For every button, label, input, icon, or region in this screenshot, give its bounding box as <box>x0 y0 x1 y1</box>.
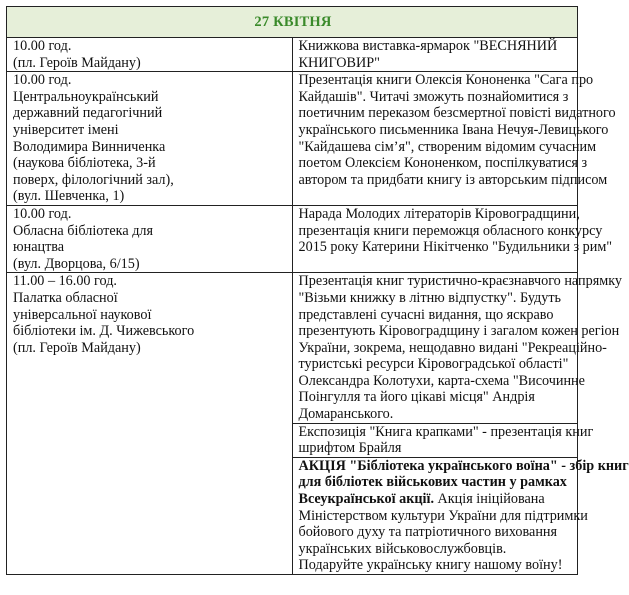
date-header: 27 КВІТНЯ <box>7 7 578 38</box>
cell-line: Палатка обласної <box>13 289 118 306</box>
cell-line: бойового духу та патріотичного виховання <box>298 524 558 541</box>
cell-line: юнацтва <box>13 239 65 256</box>
cell-line: Кайдашів". Читачі зможуть познайомитися з <box>298 88 569 105</box>
cell-line: 10.00 год. <box>13 205 72 222</box>
action-text: Акція ініційована <box>434 491 545 508</box>
table-row <box>7 72 578 206</box>
event-location-cell <box>7 72 293 206</box>
cell-line: Книжкова виставка-ярмарок "ВЕСНЯНИЙ <box>298 38 558 54</box>
cell-line: українського письменника Івана Нечуя-Левицького <box>298 121 609 138</box>
cell-line: Міністерством культури України для підтримки <box>298 507 588 524</box>
cell-line: туристські ресурси Кіровоградської області" <box>298 356 569 373</box>
cell-line: Презентація книги Олексія Кононенка "Сага про <box>298 72 594 89</box>
cell-line: поверх, філологічний зал), <box>13 171 174 188</box>
cell-line <box>299 491 572 508</box>
event-description-cell <box>292 205 613 272</box>
cell-line: (вул. Шевченка, 1) <box>13 188 125 205</box>
action-description-cell <box>292 457 629 574</box>
cell-line: представлені сучасні видання, що яскраво <box>298 306 554 323</box>
cell-line: "Візьми книжку в літню відпустку". Будуть <box>298 289 561 306</box>
cell-line: Центральноукраїнський <box>13 88 159 105</box>
action-title-line: АКЦІЯ "Бібліотека українського воїна" - збір книг <box>298 457 629 474</box>
cell-line: поетом Олексієм Кононенком, поспілкуватися з <box>298 155 588 172</box>
event-description-cell <box>292 38 578 72</box>
action-title-line: Всеукраїнської акції. <box>298 491 434 508</box>
cell-line: презентують Кіровоградщину і загалом кожен регіон <box>298 323 620 340</box>
cell-line: Поінгулля та його цікаві місця" Андрія <box>298 389 535 406</box>
cell-line: Презентація книг туристично-краєзнавчого напрямку <box>298 273 622 290</box>
cell-line: шрифтом Брайля <box>298 440 402 457</box>
schedule-sheet <box>6 6 629 575</box>
event-description-cell <box>292 72 616 206</box>
cell-line: Обласна бібліотека для <box>13 222 154 239</box>
cell-line: Нарада Молодих літераторів Кіровоградщини, <box>298 205 580 222</box>
cell-line: (вул. Дворцова, 6/15) <box>13 255 140 272</box>
cell-line: 11.00 – 16.00 год. <box>13 273 117 290</box>
table-row <box>7 38 578 72</box>
cell-line: українських військовослужбовців. <box>298 540 507 557</box>
table-header-row <box>7 7 578 38</box>
cell-line: державний педагогічний <box>13 105 163 122</box>
cell-line: автором та придбати книгу із авторським підписом <box>298 171 608 188</box>
event-description-cell <box>292 273 622 423</box>
cell-line: презентація книги переможця обласного конкурсу <box>298 222 603 239</box>
cell-line: Подаруйте українську книгу нашому воїну! <box>298 557 563 574</box>
cell-line: Олександра Колотухи, карта-схема "Височинне <box>298 372 585 389</box>
event-location-cell <box>7 205 293 272</box>
cell-line: поетичним переказом безсмертної повісті видатного <box>298 105 616 122</box>
table-row <box>7 205 578 272</box>
cell-line: 2015 року Катерини Нікітченко "Будильники з рим" <box>298 239 613 256</box>
table-row <box>7 273 578 423</box>
cell-line: 10.00 год. <box>13 72 72 89</box>
action-title-line: для бібліотек військових частин у рамках <box>298 474 567 491</box>
cell-line: Домаранського. <box>298 406 394 423</box>
cell-line: бібліотеки ім. Д. Чижевського <box>13 323 195 340</box>
cell-line: (наукова бібліотека, 3-й <box>13 155 156 172</box>
cell-line: Володимира Винниченка <box>13 138 166 155</box>
cell-line: 10.00 год. <box>13 38 72 54</box>
cell-line: України, зокрема, нещодавно видані "Рекреаційно- <box>298 339 607 356</box>
cell-line: КНИГОВИР" <box>298 54 380 71</box>
event-location-cell <box>7 273 293 575</box>
cell-line: "Кайдашева сім’я", створеним відомим сучасним <box>298 138 597 155</box>
cell-line: універсальної наукової <box>13 306 152 323</box>
cell-line: (пл. Героїв Майдану) <box>13 339 141 356</box>
events-table <box>6 6 629 575</box>
event-description-cell <box>292 423 594 457</box>
cell-line: університет імені <box>13 121 119 138</box>
event-location-cell <box>7 38 293 72</box>
cell-line: Експозиція "Книга крапками" - презентація книг <box>298 423 594 440</box>
cell-line: (пл. Героїв Майдану) <box>13 54 141 71</box>
